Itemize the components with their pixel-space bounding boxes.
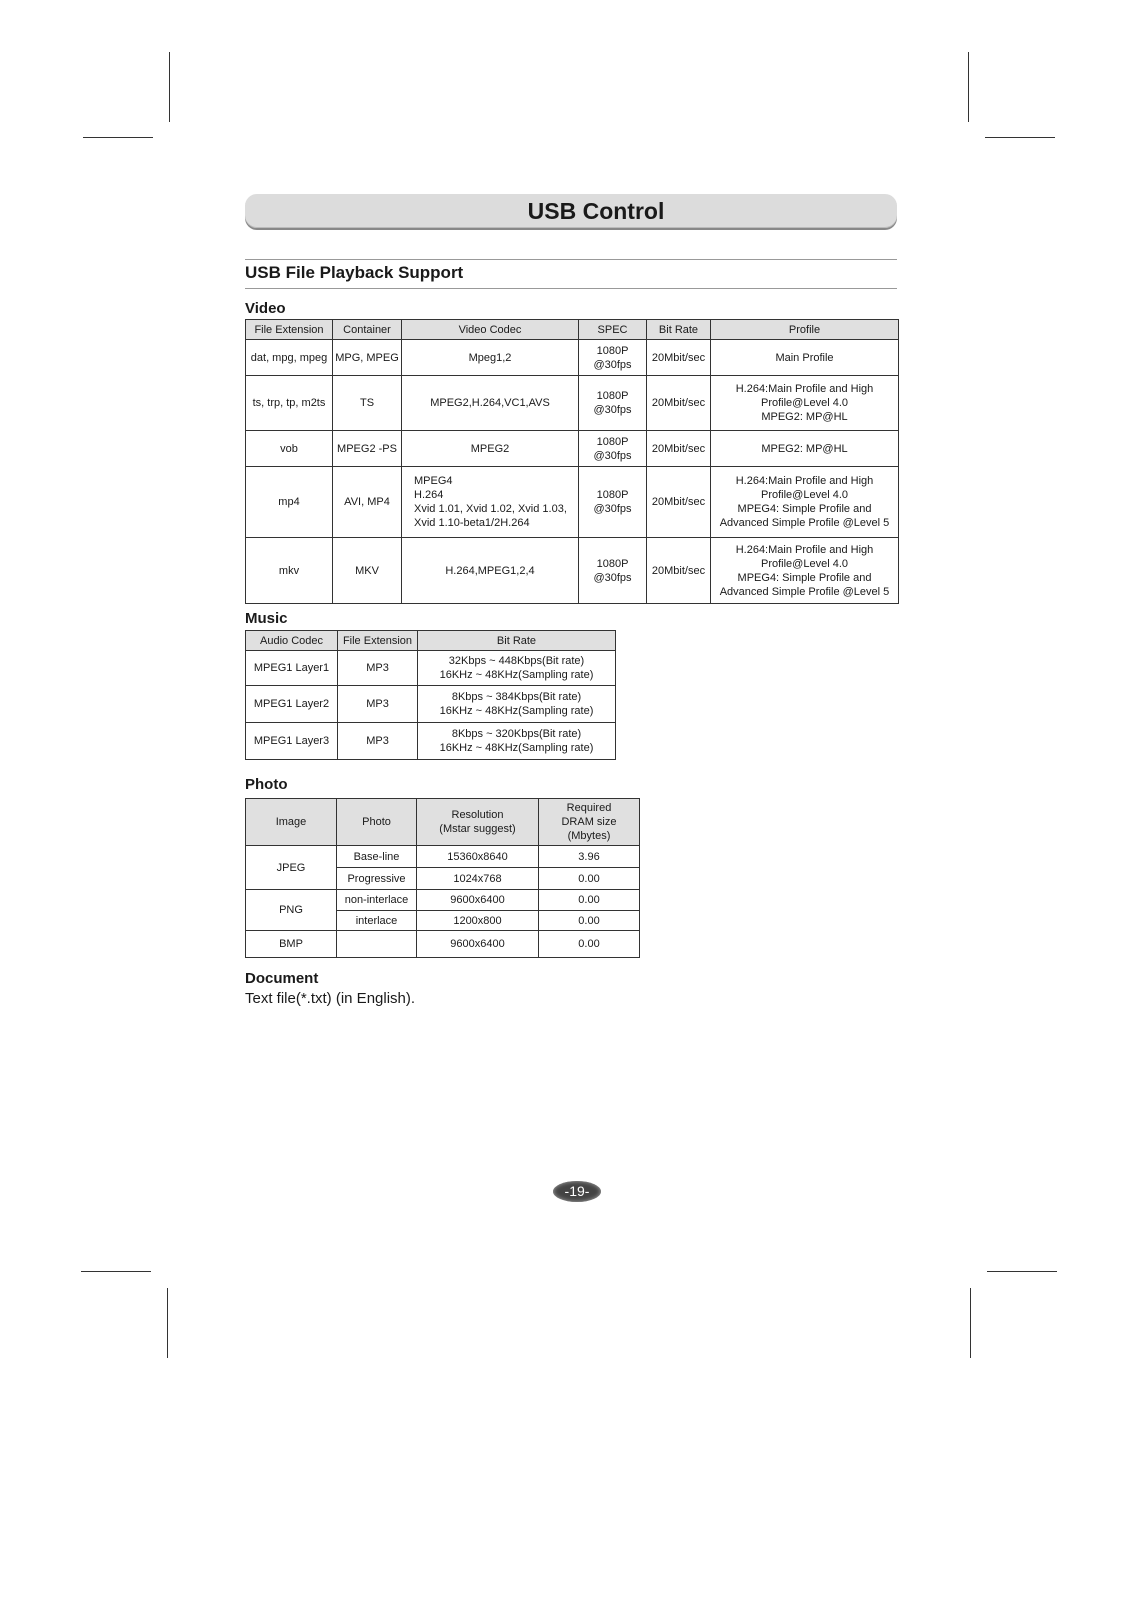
crop-mark	[83, 137, 153, 138]
page-title: USB Control	[527, 198, 665, 224]
table-cell: vob	[246, 431, 333, 467]
table-row	[246, 931, 640, 958]
table-cell: 1200x800	[417, 911, 539, 931]
column-header: Image	[246, 799, 337, 846]
table-cell: 20Mbit/sec	[647, 538, 711, 604]
crop-mark	[970, 1288, 971, 1358]
divider	[245, 288, 897, 289]
table-cell: Base-line	[337, 846, 417, 868]
table-cell: 1080P @30fps	[579, 538, 647, 604]
table-cell: 0.00	[539, 868, 640, 890]
section-title: USB File Playback Support	[245, 263, 464, 282]
table-row	[246, 538, 899, 604]
table-cell: MP3	[338, 723, 418, 760]
table-cell: interlace	[337, 911, 417, 931]
table-cell: MPEG2: MP@HL	[711, 431, 899, 467]
table-cell: MPG, MPEG	[333, 340, 402, 376]
video-heading: Video	[245, 300, 286, 317]
table-cell: JPEG	[246, 846, 337, 890]
table-cell: BMP	[246, 931, 337, 958]
divider	[245, 259, 897, 260]
table-cell: 0.00	[539, 890, 640, 911]
column-header: Photo	[337, 799, 417, 846]
table-cell: 20Mbit/sec	[647, 467, 711, 538]
table-cell: 1024x768	[417, 868, 539, 890]
table-row	[246, 651, 616, 686]
table-cell: MKV	[333, 538, 402, 604]
table-cell: PNG	[246, 890, 337, 931]
table-row	[246, 686, 616, 723]
column-header: File Extension	[246, 320, 333, 340]
table-cell: 9600x6400	[417, 890, 539, 911]
table-cell: ts, trp, tp, m2ts	[246, 376, 333, 431]
photo-table	[245, 798, 640, 958]
table-cell: Main Profile	[711, 340, 899, 376]
table-cell: mp4	[246, 467, 333, 538]
table-cell: 15360x8640	[417, 846, 539, 868]
table-row	[246, 723, 616, 760]
table-cell: mkv	[246, 538, 333, 604]
table-cell: 20Mbit/sec	[647, 431, 711, 467]
music-table	[245, 630, 616, 760]
column-header: Profile	[711, 320, 899, 340]
table-cell: non-interlace	[337, 890, 417, 911]
crop-mark	[985, 137, 1055, 138]
crop-mark	[81, 1271, 151, 1272]
table-cell: H.264:Main Profile and High Profile@Level 4.0 MPEG4: Simple Profile and Advanced Simple Profile @Level 5	[711, 538, 899, 604]
table-row	[246, 340, 899, 376]
table-cell: TS	[333, 376, 402, 431]
column-header: File Extension	[338, 631, 418, 651]
table-row	[246, 431, 899, 467]
column-header: Resolution (Mstar suggest)	[417, 799, 539, 846]
table-cell: Progressive	[337, 868, 417, 890]
table-cell: MPEG1 Layer2	[246, 686, 338, 723]
crop-mark	[169, 52, 170, 122]
column-header: Container	[333, 320, 402, 340]
document-text: Text file(*.txt) (in English).	[245, 990, 416, 1007]
table-cell: MP3	[338, 651, 418, 686]
video-table	[245, 319, 899, 604]
table-cell: 0.00	[539, 931, 640, 958]
table-header-row	[246, 320, 899, 340]
music-heading: Music	[245, 610, 288, 627]
table-header-row	[246, 631, 616, 651]
column-header: Video Codec	[402, 320, 579, 340]
table-cell: MPEG4 H.264 Xvid 1.01, Xvid 1.02, Xvid 1.03, Xvid 1.10-beta1/2H.264	[402, 467, 579, 538]
table-cell	[337, 931, 417, 958]
column-header: SPEC	[579, 320, 647, 340]
table-cell: dat, mpg, mpeg	[246, 340, 333, 376]
table-cell: 3.96	[539, 846, 640, 868]
table-cell: MPEG1 Layer1	[246, 651, 338, 686]
table-cell: H.264:Main Profile and High Profile@Level 4.0 MPEG2: MP@HL	[711, 376, 899, 431]
column-header: Required DRAM size (Mbytes)	[539, 799, 640, 846]
table-cell: H.264:Main Profile and High Profile@Level 4.0 MPEG4: Simple Profile and Advanced Simple Profile @Level 5	[711, 467, 899, 538]
table-cell: 0.00	[539, 911, 640, 931]
photo-heading: Photo	[245, 776, 288, 793]
table-row	[246, 376, 899, 431]
page-title-bar	[245, 194, 897, 228]
table-cell: 1080P @30fps	[579, 467, 647, 538]
table-cell: 20Mbit/sec	[647, 376, 711, 431]
column-header: Audio Codec	[246, 631, 338, 651]
crop-mark	[968, 52, 969, 122]
table-cell: MPEG2 -PS	[333, 431, 402, 467]
table-cell: 9600x6400	[417, 931, 539, 958]
table-cell: MP3	[338, 686, 418, 723]
page-number: -19-	[553, 1181, 601, 1202]
table-cell: MPEG2	[402, 431, 579, 467]
table-cell: 1080P @30fps	[579, 376, 647, 431]
table-cell: 1080P @30fps	[579, 340, 647, 376]
table-cell: MPEG2,H.264,VC1,AVS	[402, 376, 579, 431]
crop-mark	[987, 1271, 1057, 1272]
column-header: Bit Rate	[418, 631, 616, 651]
table-cell: 20Mbit/sec	[647, 340, 711, 376]
table-cell: Mpeg1,2	[402, 340, 579, 376]
column-header: Bit Rate	[647, 320, 711, 340]
crop-mark	[167, 1288, 168, 1358]
table-cell: AVI, MP4	[333, 467, 402, 538]
table-header-row	[246, 799, 640, 846]
table-cell: MPEG1 Layer3	[246, 723, 338, 760]
table-cell: 1080P @30fps	[579, 431, 647, 467]
table-row	[246, 890, 640, 911]
table-cell: H.264,MPEG1,2,4	[402, 538, 579, 604]
table-cell: 32Kbps ~ 448Kbps(Bit rate) 16KHz ~ 48KHz(Sampling rate)	[418, 651, 616, 686]
document-heading: Document	[245, 970, 319, 987]
table-cell: 8Kbps ~ 320Kbps(Bit rate) 16KHz ~ 48KHz(Sampling rate)	[418, 723, 616, 760]
table-cell: 8Kbps ~ 384Kbps(Bit rate) 16KHz ~ 48KHz(Sampling rate)	[418, 686, 616, 723]
table-row	[246, 467, 899, 538]
table-row	[246, 846, 640, 868]
